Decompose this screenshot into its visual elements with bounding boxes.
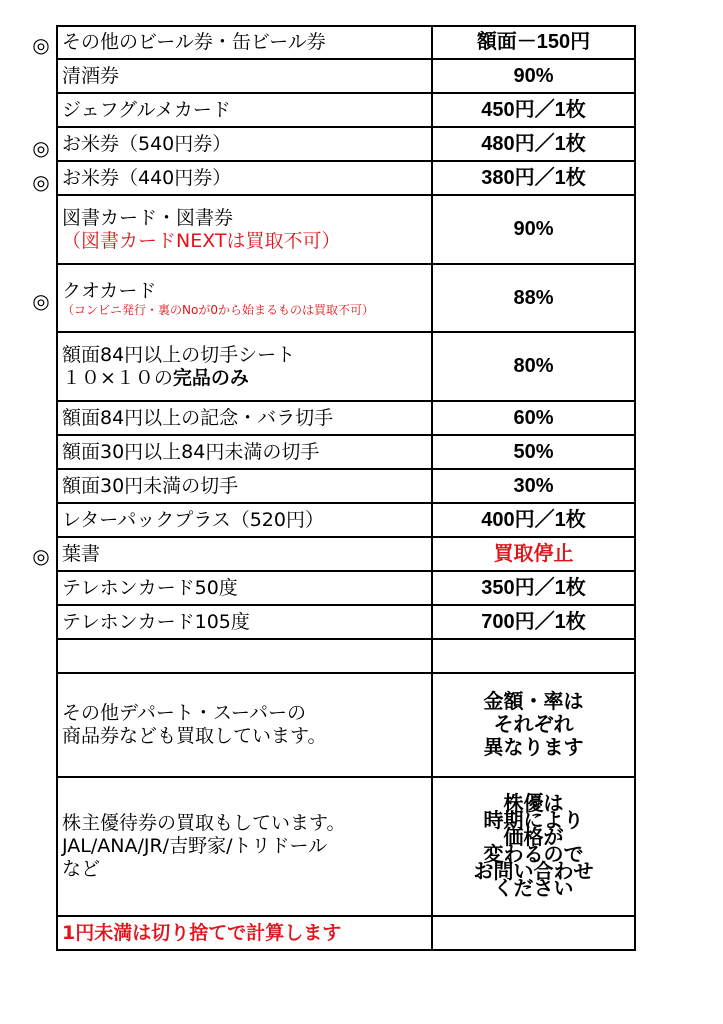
item-price-line: 時期により: [483, 809, 584, 832]
table-row: [57, 93, 635, 127]
item-price: 400円／1枚: [432, 503, 635, 537]
double-circle-mark: ◎: [32, 136, 50, 160]
item-price: 買取停止: [432, 537, 635, 571]
table-row: [57, 195, 635, 264]
table-row: [57, 59, 635, 93]
table-row: [57, 26, 635, 59]
item-name-cell: [57, 673, 432, 777]
item-price-line: 株優は: [503, 792, 564, 815]
item-name: 額面84円以上の記念・バラ切手: [57, 401, 432, 435]
empty-cell: [57, 639, 432, 673]
item-name-line2: 商品券なども買取しています。: [62, 725, 327, 747]
item-price-line: お問い合わせ: [473, 860, 594, 883]
item-name-cell: [57, 195, 432, 264]
item-name: テレホンカード105度: [57, 605, 432, 639]
item-name: 株主優待券の買取もしています。: [62, 812, 346, 834]
item-name-plain: １０×１０の: [62, 366, 173, 389]
table-row: [57, 264, 635, 332]
item-price: 額面－150円: [432, 26, 635, 59]
item-price: 50%: [432, 435, 635, 469]
table-row: [57, 673, 635, 777]
item-name-line2: JAL/ANA/JR/吉野家/トリドール: [62, 835, 328, 857]
table-row: [57, 401, 635, 435]
item-name-line2: [62, 367, 431, 390]
item-price: 480円／1枚: [432, 127, 635, 161]
item-price-cell: [432, 777, 635, 916]
item-price-line: それぞれ: [493, 713, 574, 736]
item-price-cell: [432, 673, 635, 777]
item-name: お米券（440円券）: [57, 161, 432, 195]
buyback-price-table: [56, 25, 636, 951]
empty-cell: [432, 639, 635, 673]
item-price-line: 価格が: [503, 826, 564, 849]
item-name: 額面30円未満の切手: [57, 469, 432, 503]
item-price-line: 異なります: [483, 736, 584, 759]
item-name: 清酒券: [57, 59, 432, 93]
item-price: 700円／1枚: [432, 605, 635, 639]
table-row: [57, 916, 635, 950]
item-name: テレホンカード50度: [57, 571, 432, 605]
item-name: クオカード: [62, 279, 157, 302]
double-circle-mark: ◎: [32, 33, 50, 57]
item-note: （コンビニ発行・裏のNoが0から始まるものは買取不可）: [62, 302, 374, 317]
item-name: 葉書: [57, 537, 432, 571]
item-price-line: 変わるので: [483, 843, 584, 866]
item-name: 額面30円以上84円未満の切手: [57, 435, 432, 469]
item-price: 60%: [432, 401, 635, 435]
table-row: [57, 777, 635, 916]
item-price: 90%: [432, 195, 635, 264]
table-row: [57, 127, 635, 161]
item-name-cell: [57, 264, 432, 332]
item-price: 350円／1枚: [432, 571, 635, 605]
item-price: 30%: [432, 469, 635, 503]
item-name-line3: など: [62, 858, 101, 880]
item-name: その他デパート・スーパーの: [62, 702, 306, 724]
item-price: 88%: [432, 264, 635, 332]
table-row: [57, 161, 635, 195]
rounding-note: 1円未満は切り捨てで計算します: [57, 916, 432, 950]
table-row: [57, 435, 635, 469]
item-name: その他のビール券・缶ビール券: [57, 26, 432, 59]
item-price-line: ください: [493, 877, 574, 900]
double-circle-mark: ◎: [32, 544, 50, 568]
table-row: [57, 571, 635, 605]
item-name: レターパックプラス（520円）: [57, 503, 432, 537]
double-circle-mark: ◎: [32, 170, 50, 194]
item-price: 90%: [432, 59, 635, 93]
item-price: 450円／1枚: [432, 93, 635, 127]
item-name-emphasis: 完品のみ: [172, 366, 249, 389]
item-name: 額面84円以上の切手シート: [62, 343, 296, 366]
table-row-empty: [57, 639, 635, 673]
item-name-cell: [57, 777, 432, 916]
table-row: [57, 469, 635, 503]
item-name: 図書カード・図書券: [62, 206, 234, 229]
item-name: ジェフグルメカード: [57, 93, 432, 127]
item-price: 80%: [432, 332, 635, 401]
double-circle-mark: ◎: [32, 289, 50, 313]
item-note: （図書カードNEXTは買取不可）: [62, 229, 341, 252]
item-price: 380円／1枚: [432, 161, 635, 195]
table-row: [57, 332, 635, 401]
item-name-cell: [57, 332, 432, 401]
table-row: [57, 537, 635, 571]
item-price-line: 金額・率は: [483, 690, 584, 713]
table-row: [57, 605, 635, 639]
item-name: お米券（540円券）: [57, 127, 432, 161]
empty-cell: [432, 916, 635, 950]
table-row: [57, 503, 635, 537]
